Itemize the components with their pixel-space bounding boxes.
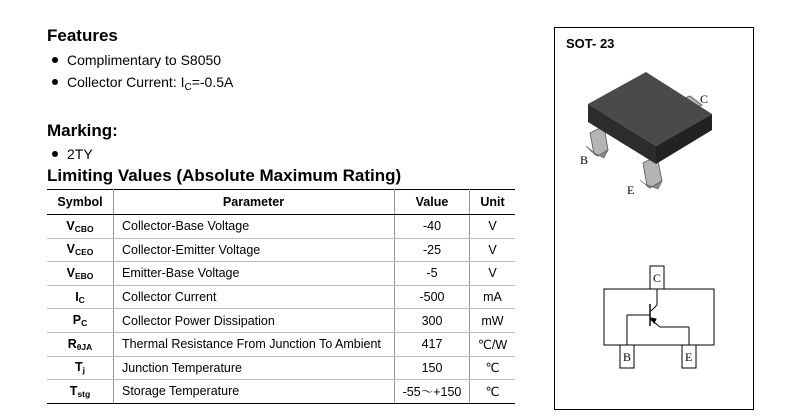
column-header: Unit [470, 190, 516, 215]
parameter-cell: Collector Current [114, 285, 395, 309]
parameter-cell: Collector-Emitter Voltage [114, 238, 395, 262]
value-cell: -40 [395, 215, 470, 239]
schematic-package-outline [604, 289, 714, 345]
unit-cell: V [470, 215, 516, 239]
symbol-subscript: EBO [74, 270, 94, 281]
symbol-letter: T [74, 360, 83, 375]
pin-label-c-3d: C [700, 92, 709, 106]
unit-cell: V [470, 238, 516, 262]
value-cell: 417 [395, 332, 470, 356]
value-cell: 300 [395, 309, 470, 333]
unit-cell: V [470, 262, 516, 286]
feature-text: Complimentary to S8050 [67, 52, 222, 68]
symbol-subscript: θJA [76, 341, 93, 352]
symbol-subscript: CBO [74, 223, 94, 234]
parameter-cell: Junction Temperature [114, 356, 395, 380]
column-header: Parameter [114, 190, 395, 215]
symbol-subscript: C [78, 294, 85, 305]
unit-cell: mW [470, 309, 516, 333]
value-cell: -55～+150 [395, 380, 470, 404]
parameter-cell: Storage Temperature [114, 380, 395, 404]
unit-cell: ℃ [470, 380, 516, 404]
symbol-letter: R [67, 336, 77, 351]
feature-suffix: =-0.5A [191, 74, 234, 90]
parameter-cell: Collector Power Dissipation [114, 309, 395, 333]
symbol-letter: T [69, 383, 78, 398]
column-header: Value [395, 190, 470, 215]
package-3d-illustration [580, 72, 712, 197]
unit-cell: mA [470, 285, 516, 309]
symbol-subscript: stg [77, 388, 91, 399]
limits-heading: Limiting Values (Absolute Maximum Rating) [47, 166, 402, 185]
package-title: SOT- 23 [566, 36, 615, 51]
feature-prefix: Collector Current: I [67, 74, 185, 90]
value-cell: 150 [395, 356, 470, 380]
parameter-cell: Emitter-Base Voltage [114, 262, 395, 286]
column-header: Symbol [47, 190, 114, 215]
parameter-cell: Collector-Base Voltage [114, 215, 395, 239]
pin-label-c: C [653, 271, 662, 285]
marking-heading: Marking: [47, 121, 118, 140]
marking-code: 2TY [67, 146, 93, 162]
symbol-subscript: C [81, 318, 88, 329]
symbol-letter: V [66, 242, 75, 257]
parameter-cell: Thermal Resistance From Junction To Ambient [114, 332, 395, 356]
symbol-subscript: j [82, 365, 85, 376]
unit-cell: ℃ [470, 356, 516, 380]
pin-label-e-3d: E [627, 183, 635, 197]
features-heading: Features [47, 26, 118, 45]
feature-subscript: C [184, 82, 192, 93]
pin-label-b: B [623, 350, 632, 364]
value-cell: -500 [395, 285, 470, 309]
unit-cell: ℃/W [470, 332, 516, 356]
symbol-letter: P [72, 313, 82, 328]
value-cell: -5 [395, 262, 470, 286]
value-cell: -25 [395, 238, 470, 262]
pin-label-b-3d: B [580, 153, 589, 167]
pin-label-e: E [685, 350, 693, 364]
symbol-subscript: CEO [74, 247, 94, 258]
symbol-letter: V [66, 218, 75, 233]
symbol-letter: V [66, 265, 75, 280]
symbol-letter: I [75, 289, 79, 304]
